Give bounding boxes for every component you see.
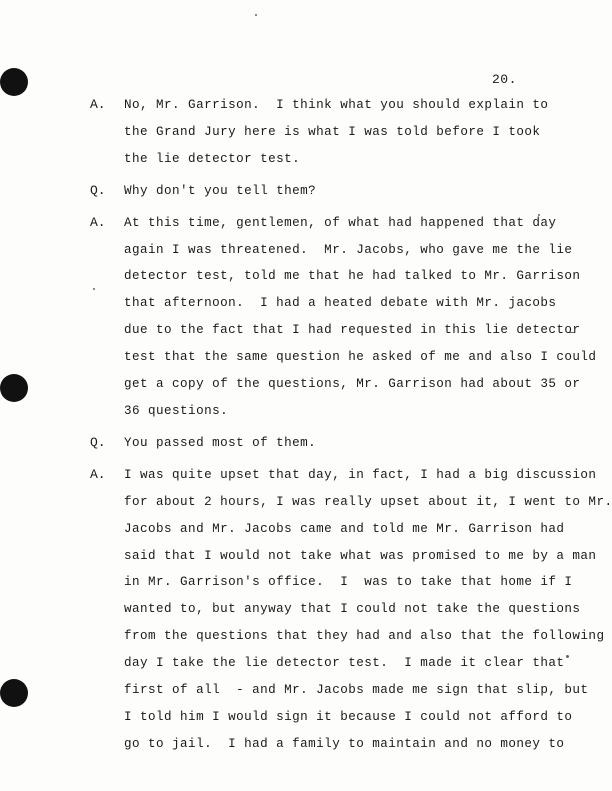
transcript-body xyxy=(0,92,612,763)
speaker-label: Q. xyxy=(90,434,106,450)
transcript-entry-answer xyxy=(0,92,612,173)
transcript-entry-answer xyxy=(0,462,612,758)
text-line: No, Mr. Garrison. I think what you should explain to xyxy=(124,98,549,112)
text-line: You passed most of them. xyxy=(124,435,317,450)
text-line: day I take the lie detector test. I made it clear that xyxy=(124,656,565,671)
transcript-entry-question xyxy=(0,178,612,205)
text-line: from the questions that they had and also that the following xyxy=(124,629,605,644)
entry-text xyxy=(124,178,612,205)
transcript-entry-answer xyxy=(0,210,612,425)
entry-text xyxy=(124,210,612,425)
scan-speck xyxy=(255,14,257,16)
text-line: Why don't you tell them? xyxy=(124,183,317,198)
text-line: for about 2 hours, I was really upset about it, I went to Mr. xyxy=(124,494,612,509)
page-number: 20. xyxy=(492,72,517,87)
text-line: I told him I would sign it because I could not afford to xyxy=(124,709,573,724)
text-line: At this time, gentlemen, of what had happened that day xyxy=(124,215,557,230)
text-line: 36 questions. xyxy=(124,403,229,418)
text-line: that afternoon. I had a heated debate with Mr. jacobs xyxy=(124,296,557,311)
speaker-label: A. xyxy=(90,466,106,482)
text-line: test that the same question he asked of me and also I could xyxy=(124,350,597,365)
text-line: I was quite upset that day, in fact, I had a big discussion xyxy=(124,467,597,482)
text-line: detector test, told me that he had talked to Mr. Garrison xyxy=(124,269,581,284)
text-line: get a copy of the questions, Mr. Garrison had about 35 or xyxy=(124,377,581,392)
text-line: in Mr. Garrison's office. I was to take that home if I xyxy=(124,575,573,590)
transcript-entry-question xyxy=(0,430,612,457)
text-line: said that I would not take what was promised to me by a man xyxy=(124,548,597,563)
speaker-label: A. xyxy=(90,97,106,112)
text-line: Jacobs and Mr. Jacobs came and told me Mr. Garrison had xyxy=(124,521,565,536)
text-line: wanted to, but anyway that I could not take the questions xyxy=(124,602,581,617)
text-line: the lie detector test. xyxy=(124,151,301,166)
text-line: go to jail. I had a family to maintain and no money to xyxy=(124,736,565,751)
speaker-label: A. xyxy=(90,214,106,230)
text-line: the Grand Jury here is what I was told before I took xyxy=(124,124,541,139)
entry-text xyxy=(124,92,612,173)
entry-text xyxy=(124,462,612,758)
text-line: first of all - and Mr. Jacobs made me sign that slip, but xyxy=(124,683,589,698)
speaker-label: Q. xyxy=(90,182,106,198)
text-line: due to the fact that I had requested in this lie detector xyxy=(124,323,581,338)
text-line: again I was threatened. Mr. Jacobs, who gave me the lie xyxy=(124,242,573,257)
entry-text xyxy=(124,430,612,457)
